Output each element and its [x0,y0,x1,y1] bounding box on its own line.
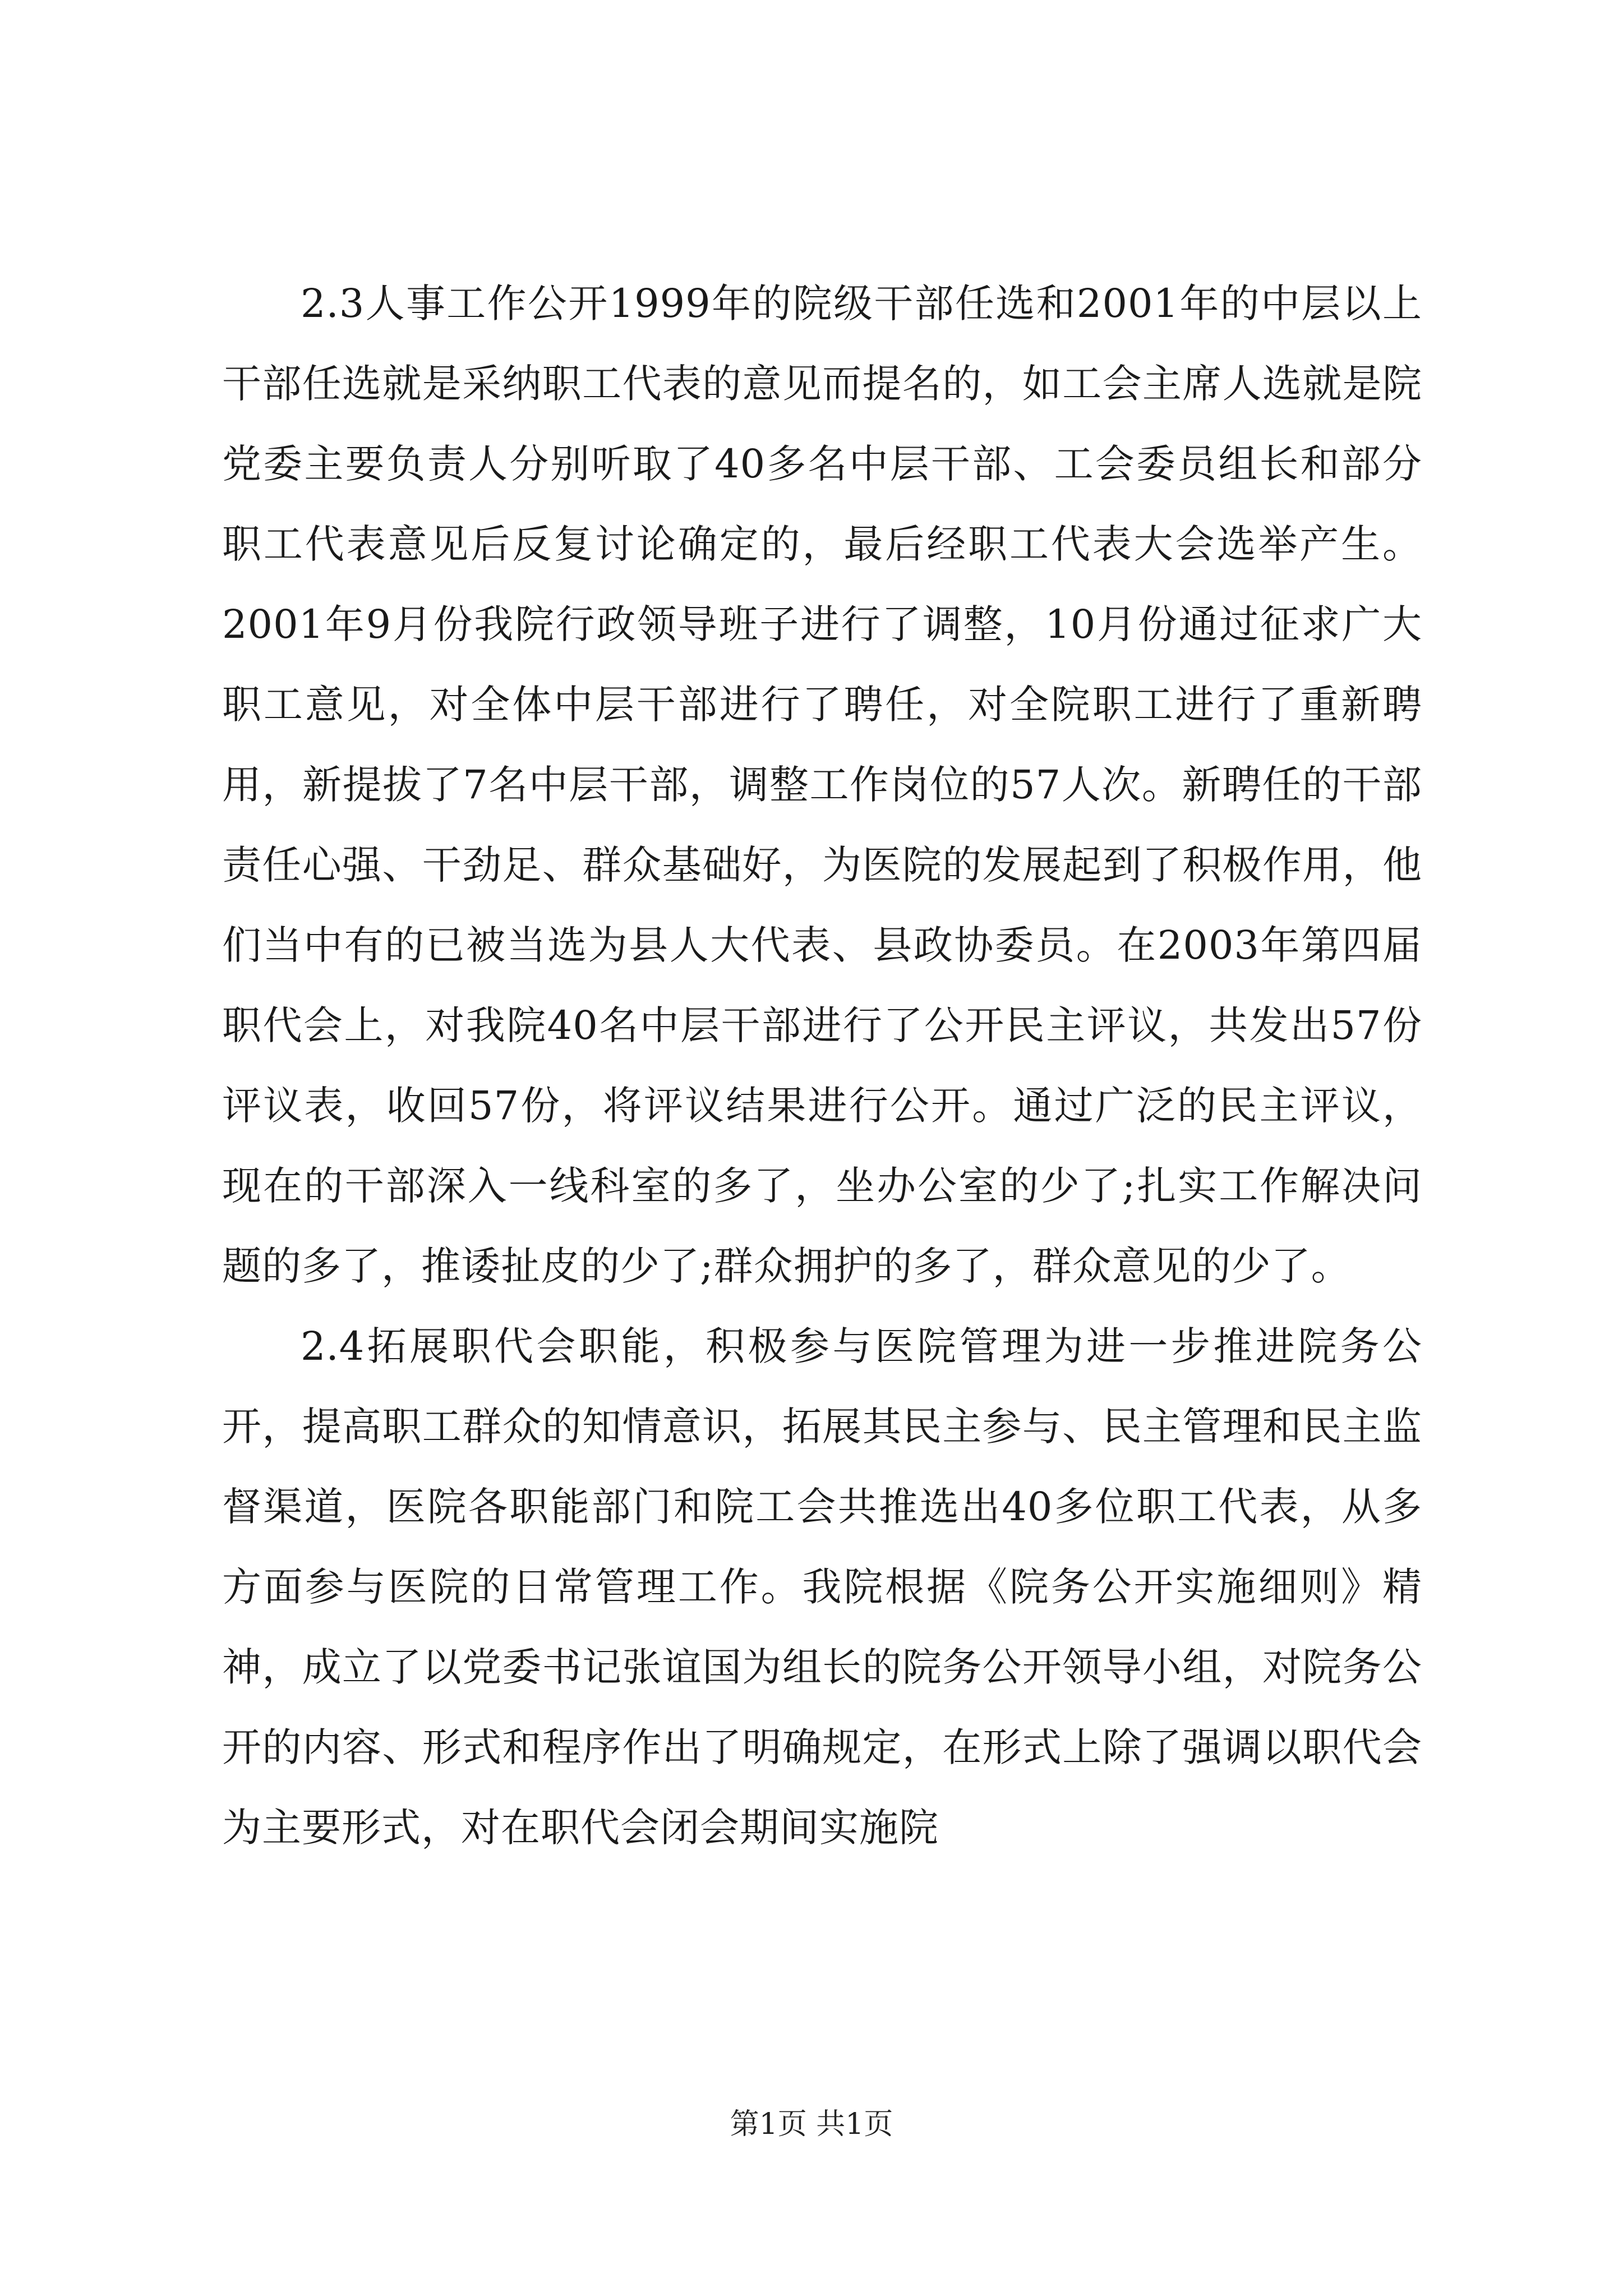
document-body [222,264,1422,1868]
paragraph-congress-functions: 2.4拓展职代会职能，积极参与医院管理为进一步推进院务公开，提高职工群众的知情意识，拓展其民主参与、民主管理和民主监督渠道，医院各职能部门和院工会共推选出40多位职工代表，从多方面参与医院的日常管理工作。我院根据《院务公开实施细则》精神，成立了以党委书记张谊国为组长的院务公开领导小组，对院务公开的内容、形式和程序作出了明确规定，在形式上除了强调以职代会为主要形式，对在职代会闭会期间实施院 [222,1323,1422,1851]
page-footer [0,2105,1623,2144]
paragraph-personnel-disclosure: 2.3人事工作公开1999年的院级干部任选和2001年的中层以上干部任选就是采纳职工代表的意见而提名的，如工会主席人选就是院党委主要负责人分别听取了40多名中层干部、工会委员组长和部分职工代表意见后反复讨论确定的，最后经职工代表大会选举产生。2001年9月份我院行政领导班子进行了调整，10月份通过征求广大职工意见，对全体中层干部进行了聘任，对全院职工进行了重新聘用，新提拔了7名中层干部，调整工作岗位的57人次。新聘任的干部责任心强、干劲足、群众基础好，为医院的发展起到了积极作用，他们当中有的已被当选为县人大代表、县政协委员。在2003年第四届职代会上，对我院40名中层干部进行了公开民主评议，共发出57份评议表，收回57份，将评议结果进行公开。通过广泛的民主评议，现在的干部深入一线科室的多了，坐办公室的少了;扎实工作解决问题的多了，推诿扯皮的少了;群众拥护的多了，群众意见的少了。 [222,280,1422,1289]
page-number-label: 第1页 共1页 [730,2108,893,2141]
